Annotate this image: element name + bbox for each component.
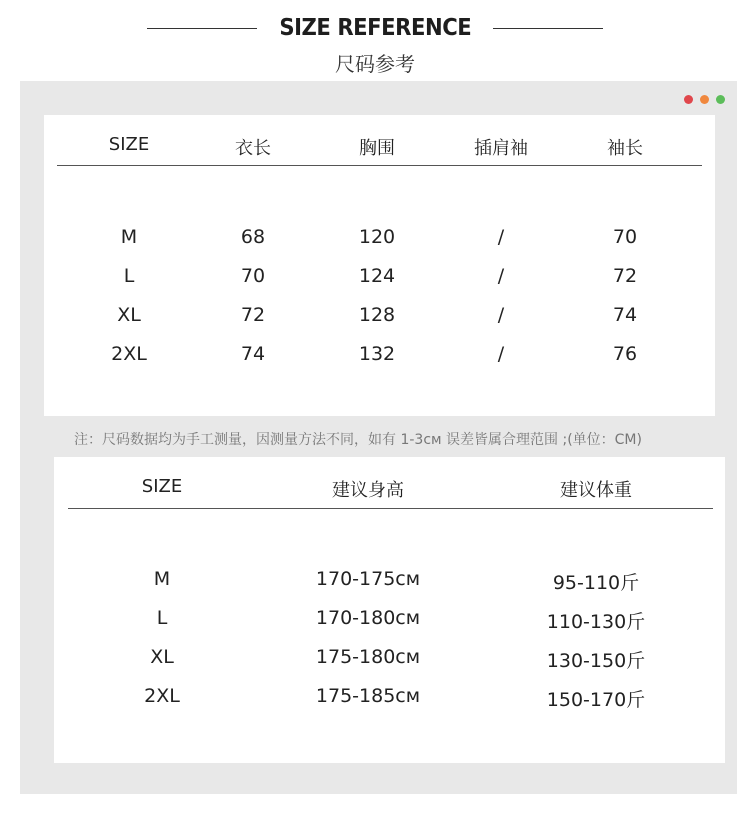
table-cell: 120 [358, 226, 396, 248]
fit-table [54, 457, 725, 763]
table-row [76, 685, 747, 712]
table-cell: 128 [358, 304, 396, 326]
table-row [67, 304, 738, 326]
header-divider [57, 165, 702, 166]
green-dot-icon [716, 95, 725, 104]
table-cell: XL [117, 304, 141, 326]
column-header: SIZE [108, 134, 150, 155]
title-rule-right [493, 28, 603, 29]
table-cell: 2XL [111, 343, 147, 365]
page-title: SIZE REFERENCE [279, 15, 471, 41]
red-dot-icon [684, 95, 693, 104]
table-cell: 76 [612, 343, 638, 365]
size-panel [20, 81, 737, 794]
column-header: SIZE [141, 476, 183, 497]
table-cell: 95-110斤 [552, 572, 640, 594]
measurement-note: 注：尺码数据均为手工测量，因测量方法不同，如有 1-3ᴄᴍ 误差皆属合理范围 ;(单位：CM) [74, 432, 642, 448]
table-cell: L [156, 607, 168, 629]
orange-dot-icon [700, 95, 709, 104]
table-cell: 170-175ᴄᴍ [315, 568, 421, 590]
table-cell: 132 [358, 343, 396, 365]
table-cell: 74 [240, 343, 266, 365]
table-cell: 124 [358, 265, 396, 287]
table-cell: 72 [612, 265, 638, 287]
table-cell: 70 [612, 226, 638, 248]
table-cell: 175-180ᴄᴍ [315, 646, 421, 668]
title-row [0, 12, 750, 44]
table-cell: 68 [240, 226, 266, 248]
fit-table-header [76, 476, 747, 502]
column-header: 建议体重 [560, 480, 632, 501]
table-cell: 110-130斤 [546, 611, 646, 633]
header [0, 0, 750, 80]
table-cell: 130-150斤 [546, 650, 646, 672]
table-cell: M [120, 226, 138, 248]
column-header: 建议身高 [332, 480, 404, 501]
table-row [76, 568, 747, 595]
title-rule-left [147, 28, 257, 29]
column-header: 插肩袖 [474, 138, 528, 159]
header-divider [68, 508, 713, 509]
table-cell: / [497, 304, 505, 326]
window-dots [684, 95, 725, 104]
column-header: 衣长 [235, 138, 271, 159]
table-row [76, 607, 747, 634]
table-row [67, 265, 738, 287]
table-cell: 74 [612, 304, 638, 326]
table-cell: 175-185ᴄᴍ [315, 685, 421, 707]
table-row [67, 343, 738, 365]
table-cell: L [123, 265, 135, 287]
column-header: 袖长 [607, 138, 643, 159]
table-cell: 150-170斤 [546, 689, 646, 711]
table-row [76, 646, 747, 673]
table-row [67, 226, 738, 248]
page-subtitle: 尺码参考 [335, 52, 415, 76]
size-table [44, 115, 715, 416]
table-cell: M [153, 568, 171, 590]
column-header: 胸围 [359, 138, 395, 159]
size-table-header [67, 134, 738, 160]
table-cell: / [497, 343, 505, 365]
table-cell: 170-180ᴄᴍ [315, 607, 421, 629]
table-cell: 72 [240, 304, 266, 326]
table-cell: XL [150, 646, 174, 668]
table-cell: 2XL [144, 685, 180, 707]
table-cell: / [497, 265, 505, 287]
table-cell: / [497, 226, 505, 248]
table-cell: 70 [240, 265, 266, 287]
